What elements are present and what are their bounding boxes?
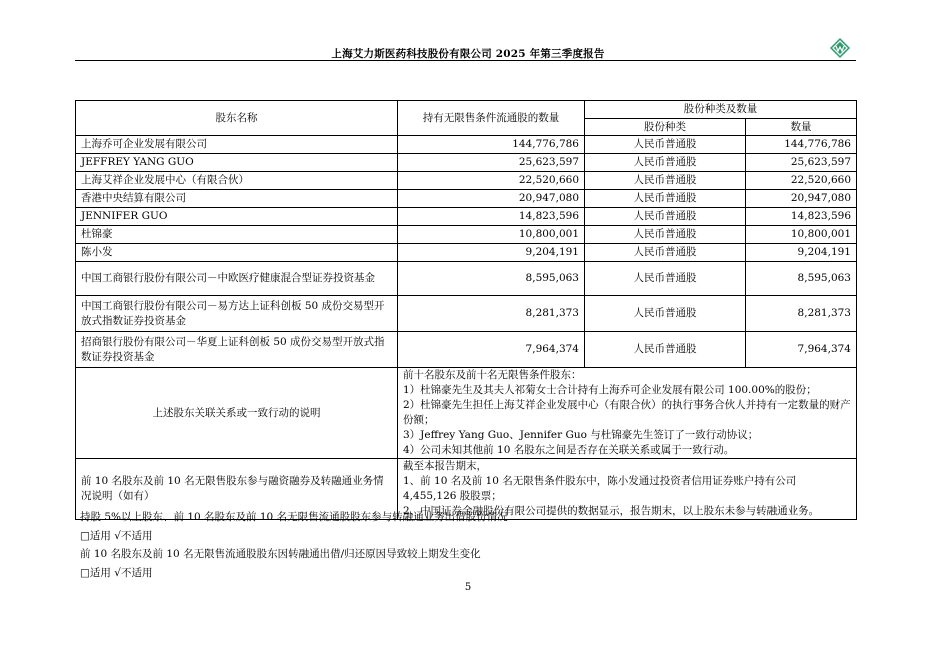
relation-line: 2）杜锦豪先生担任上海艾祥企业发展中心（有限合伙）的执行事务合伙人并持有一定数量的财产份额； [403, 399, 851, 426]
unrestricted-quantity: 9,204,191 [398, 244, 585, 262]
table-row [76, 154, 857, 172]
share-type: 人民币普通股 [585, 172, 746, 190]
shareholder-name: 杜锦豪 [76, 226, 398, 244]
header-amount: 数量 [746, 119, 857, 136]
unrestricted-quantity: 14,823,596 [398, 208, 585, 226]
share-type: 人民币普通股 [585, 226, 746, 244]
share-amount: 25,623,597 [746, 154, 857, 172]
shareholders-table [75, 100, 857, 520]
relation-line: 3）Jeffrey Yang Guo、Jennifer Guo 与杜锦豪先生签订了一致行动协议； [403, 429, 759, 441]
unrestricted-quantity: 22,520,660 [398, 172, 585, 190]
share-amount: 22,520,660 [746, 172, 857, 190]
margin-trading-label: 前 10 名股东及前 10 名无限售股东参与融资融券及转融通业务情况说明（如有） [76, 459, 398, 520]
share-type: 人民币普通股 [585, 244, 746, 262]
shareholder-name: 香港中央结算有限公司 [76, 190, 398, 208]
securities-lending-heading: 持股 5%以上股东、前 10 名股东及前 10 名无限售流通股股东参与转融通业务出借股份情况 [80, 511, 508, 523]
unrestricted-quantity: 8,595,063 [398, 262, 585, 296]
share-amount: 20,947,080 [746, 190, 857, 208]
share-type: 人民币普通股 [585, 154, 746, 172]
header-divider [75, 60, 856, 61]
header-share-type: 股份种类 [585, 119, 746, 136]
table-row [76, 262, 857, 296]
shareholder-name: 陈小发 [76, 244, 398, 262]
margin-line: 2、中国证券金融股份有限公司提供的数据显示，报告期末，以上股东未参与转融通业务。 [403, 505, 820, 517]
share-type: 人民币普通股 [585, 296, 746, 332]
company-logo-icon [830, 38, 850, 58]
unrestricted-quantity: 25,623,597 [398, 154, 585, 172]
table-row [76, 244, 857, 262]
share-amount: 7,964,374 [746, 332, 857, 368]
shareholder-name: 中国工商银行股份有限公司－易方达上证科创板 50 成份交易型开放式指数证券投资基金 [76, 296, 398, 332]
share-amount: 8,281,373 [746, 296, 857, 332]
unrestricted-quantity: 7,964,374 [398, 332, 585, 368]
relation-line: 1）杜锦豪先生及其夫人祁菊女士合计持有上海乔可企业发展有限公司 100.00%的股份； [403, 384, 817, 396]
unrestricted-quantity: 20,947,080 [398, 190, 585, 208]
table-row [76, 172, 857, 190]
table-row [76, 332, 857, 368]
relation-label: 上述股东关联关系或一致行动的说明 [76, 368, 398, 459]
shareholder-name: 上海乔可企业发展有限公司 [76, 136, 398, 154]
shareholder-name: 中国工商银行股份有限公司－中欧医疗健康混合型证券投资基金 [76, 262, 398, 296]
table-row [76, 190, 857, 208]
shareholder-name: 招商银行股份有限公司－华夏上证科创板 50 成份交易型开放式指数证券投资基金 [76, 332, 398, 368]
shareholder-name: JEFFREY YANG GUO [76, 154, 398, 172]
share-amount: 144,776,786 [746, 136, 857, 154]
header-unrestricted-quantity: 持有无限售条件流通股的数量 [398, 101, 585, 136]
table-header-row [76, 101, 857, 119]
unrestricted-quantity: 144,776,786 [398, 136, 585, 154]
share-type: 人民币普通股 [585, 208, 746, 226]
table-row [76, 208, 857, 226]
share-amount: 10,800,001 [746, 226, 857, 244]
applicability-checkbox-line: □适用 √不适用 [80, 566, 153, 579]
share-type: 人民币普通股 [585, 262, 746, 296]
footnotes [80, 508, 860, 582]
table-row [76, 226, 857, 244]
share-type: 人民币普通股 [585, 190, 746, 208]
share-amount: 9,204,191 [746, 244, 857, 262]
header-shareholder-name: 股东名称 [76, 101, 398, 136]
shareholder-name: JENNIFER GUO [76, 208, 398, 226]
share-type: 人民币普通股 [585, 136, 746, 154]
applicability-checkbox-line: □适用 √不适用 [80, 529, 153, 542]
table-row [76, 296, 857, 332]
report-header-title: 上海艾力斯医药科技股份有限公司 2025 年第三季度报告 [331, 48, 605, 60]
share-type: 人民币普通股 [585, 332, 746, 368]
margin-line: 1、前 10 名及前 10 名无限售条件股东中，陈小发通过投资者信用证券账户持有公司 4,455,126 股股票； [403, 475, 797, 502]
unrestricted-quantity: 10,800,001 [398, 226, 585, 244]
share-amount: 8,595,063 [746, 262, 857, 296]
page-number: 5 [464, 582, 472, 593]
relation-description [398, 368, 857, 459]
relation-row [76, 368, 857, 459]
share-amount: 14,823,596 [746, 208, 857, 226]
margin-line: 截至本报告期末， [403, 460, 487, 472]
shareholder-name: 上海艾祥企业发展中心（有限合伙） [76, 172, 398, 190]
relation-line: 前十名股东及前十名无限售条件股东： [403, 369, 582, 381]
lending-change-heading: 前 10 名股东及前 10 名无限售流通股股东因转融通出借/归还原因导致较上期发生变化 [80, 548, 481, 560]
header-share-type-group: 股份种类及数量 [585, 101, 857, 119]
table-row [76, 136, 857, 154]
relation-line: 4）公司未知其他前 10 名股东之间是否存在关联关系或属于一致行动。 [403, 444, 735, 456]
unrestricted-quantity: 8,281,373 [398, 296, 585, 332]
